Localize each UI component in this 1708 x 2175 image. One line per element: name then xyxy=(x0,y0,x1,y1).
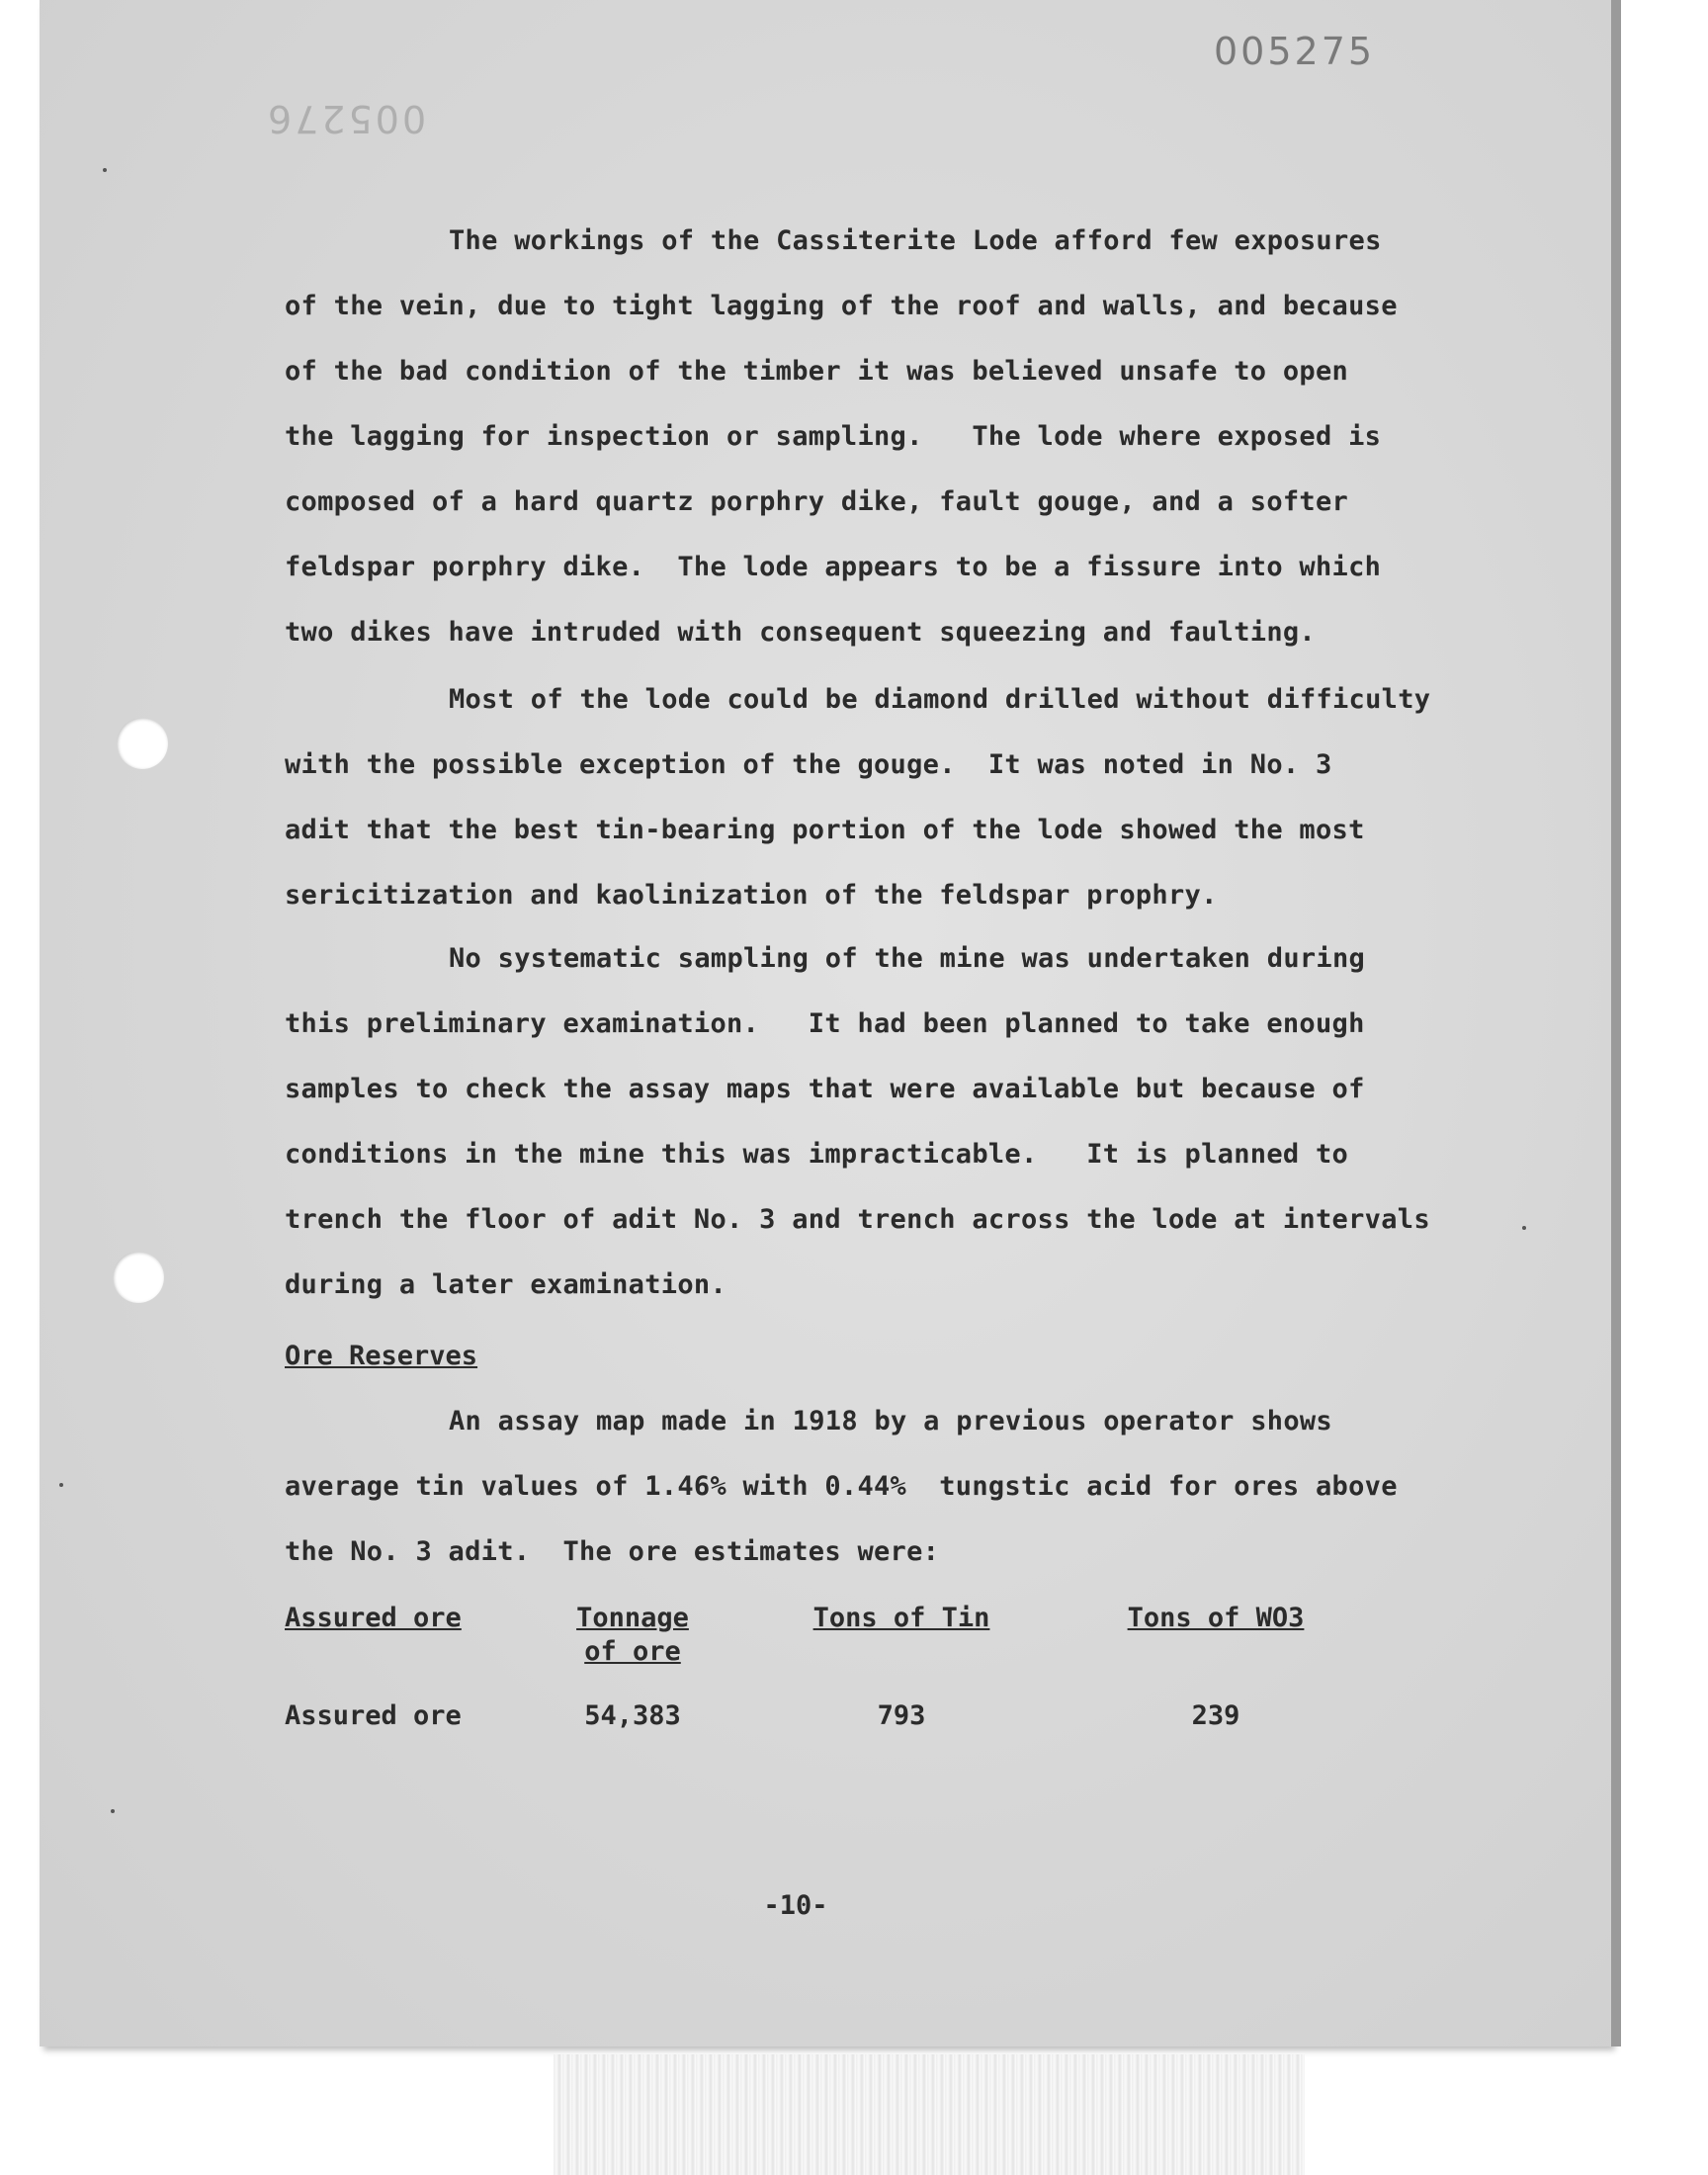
table-cell: 54,383 xyxy=(584,1700,681,1731)
text-line: Most of the lode could be diamond drilled without difficulty xyxy=(449,684,1431,715)
paragraph-1 xyxy=(285,221,1451,648)
text-line: sericitization and kaolinization of the feldspar prophry. xyxy=(285,880,1218,911)
text-line: during a later examination. xyxy=(285,1269,726,1300)
paragraph-4 xyxy=(285,1402,1451,1567)
table-header: Tons of Tin xyxy=(812,1603,990,1633)
scanner-edge xyxy=(1611,0,1621,2046)
archive-number: 005275 xyxy=(1214,30,1376,73)
text-line: average tin values of 1.46% with 0.44% tungstic acid for ores above xyxy=(285,1471,1398,1502)
text-line: feldspar porphry dike. The lode appears to be a fissure into which xyxy=(285,552,1382,582)
speck xyxy=(59,1483,63,1487)
table-cell: Assured ore xyxy=(285,1700,462,1731)
table-header: Tons of WO3 xyxy=(1127,1603,1305,1633)
table-cell: 793 xyxy=(877,1700,926,1731)
scanner-artifact xyxy=(554,2054,1305,2175)
text-line: two dikes have intruded with consequent squeezing and faulting. xyxy=(285,617,1316,648)
text-line: The workings of the Cassiterite Lode afford few exposures xyxy=(449,225,1382,256)
table-header: Assured ore xyxy=(285,1603,462,1633)
paragraph-3 xyxy=(285,939,1451,1300)
text-line: composed of a hard quartz porphry dike, fault gouge, and a softer xyxy=(285,486,1349,517)
text-line: with the possible exception of the gouge. It was noted in No. 3 xyxy=(285,749,1332,780)
table-cell: 239 xyxy=(1191,1700,1240,1731)
paragraph-2 xyxy=(285,680,1451,911)
text-line: trench the floor of adit No. 3 and trench across the lode at intervals xyxy=(285,1204,1430,1235)
speck xyxy=(111,1809,115,1813)
table-header: Tonnage of ore xyxy=(576,1603,689,1667)
speck xyxy=(1522,1226,1526,1230)
text-line: the No. 3 adit. The ore estimates were: xyxy=(285,1536,940,1567)
text-line: of the bad condition of the timber it was believed unsafe to open xyxy=(285,356,1349,387)
text-line: conditions in the mine this was impracticable. It is planned to xyxy=(285,1139,1349,1170)
punch-hole xyxy=(117,718,168,769)
text-line: No systematic sampling of the mine was undertaken during xyxy=(449,943,1366,974)
text-line: this preliminary examination. It had been planned to take enough xyxy=(285,1008,1365,1039)
text-line: An assay map made in 1918 by a previous operator shows xyxy=(449,1406,1332,1436)
text-line: adit that the best tin-bearing portion of the lode showed the most xyxy=(285,815,1365,845)
section-heading: Ore Reserves xyxy=(285,1341,478,1371)
punch-hole xyxy=(113,1252,164,1303)
page-number: -10- xyxy=(763,1890,828,1921)
archive-number-mirrored: 005276 xyxy=(265,97,427,140)
text-line: of the vein, due to tight lagging of the roof and walls, and because xyxy=(285,291,1398,321)
text-line: the lagging for inspection or sampling. The lode where exposed is xyxy=(285,421,1382,452)
text-line: samples to check the assay maps that were available but because of xyxy=(285,1074,1365,1104)
speck xyxy=(103,168,107,172)
